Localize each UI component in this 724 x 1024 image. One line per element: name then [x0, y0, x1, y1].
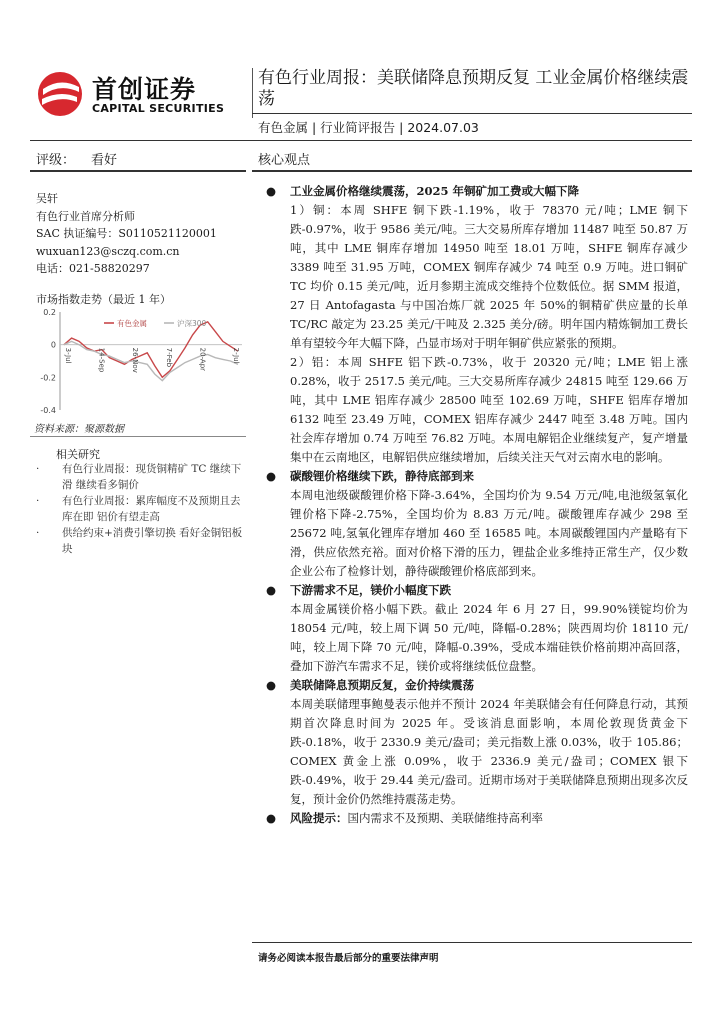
analyst-name: 吴轩	[36, 192, 58, 205]
chart-rule	[30, 436, 246, 437]
risk-warning	[262, 809, 688, 828]
section-heading-lithium: ● 碳酸锂价格继续下跌，静待底部到来	[262, 467, 688, 486]
market-index-chart	[34, 306, 246, 418]
related-research-text: 供给约束+消费引擎切换 看好金铜铝板块	[62, 527, 243, 555]
related-research-item[interactable]	[36, 494, 246, 525]
bullet-disc-icon: ●	[266, 678, 277, 692]
analyst-phone: 电话：021-58820297	[36, 262, 150, 275]
header-rule	[252, 113, 692, 114]
chart-legend-entry	[164, 318, 207, 328]
legal-disclaimer: 请务必阅读本报告最后部分的重要法律声明	[258, 953, 439, 964]
bullet-disc-icon: ●	[266, 583, 277, 597]
brand-name-en: CAPITAL SECURITIES	[92, 102, 225, 115]
right-column-rule	[252, 170, 692, 172]
section-heading-gold: ● 美联储降息预期反复，金价持续震荡	[262, 676, 688, 695]
risk-label: 风险提示：	[290, 811, 348, 825]
analyst-sac: SAC 执证编号：S0110521120001	[36, 227, 217, 240]
chart-source: 资料来源：聚源数据	[34, 424, 124, 435]
chart-x-tick-label: 3-Jul	[64, 347, 72, 364]
chart-x-tick-label: 2-Jul	[232, 347, 240, 364]
report-title: 有色行业周报：美联储降息预期反复 工业金属价格继续震荡	[258, 68, 689, 109]
related-research-text: 有色行业周报：累库幅度不及预期且去库在即 铝价有望走高	[62, 495, 241, 523]
section-heading-magnesium: ● 下游需求不足，镁价小幅度下跌	[262, 581, 688, 600]
section-paragraph-aluminum: 2）铝：本周 SHFE 铝下跌-0.73%，收于 20320 元/吨；LME 铝上涨 0.28%，收于 2517.5 美元/吨。三大交易所库存减少 24815 吨至 129.66 万吨，其中 LME 铝库存减少 28500 吨至 102.69 万吨，SHFE 铝库存增加 6132 吨至 23.49 万吨，COMEX 铝库存减少 2447 吨至 3.48 万吨。国内社会库存增加 0.74 万吨至 76.82 万吨。本周电解铝企业继续复产，复产增量集中在云南地区，电解铝供应继续增加，后续关注天气对云南水电的影响。	[290, 355, 688, 464]
rating-value: 看好	[91, 153, 118, 168]
analyst-info	[36, 190, 217, 278]
chart-legend-entry	[104, 318, 147, 328]
core-views-title: 核心观点	[258, 153, 311, 168]
chart-x-tick-label: 7-Feb	[164, 347, 173, 368]
chart-y-tick-label: -0.2	[40, 373, 56, 383]
bullet-disc-icon: ●	[266, 469, 277, 483]
chart-x-tick-label: 26-Nov	[131, 347, 140, 373]
chart-x-tick-label: 14-Sep	[97, 347, 106, 373]
bullet-disc-icon: ●	[266, 811, 277, 825]
section-paragraph-magnesium: 本周金属镁价格小幅下跌。截止 2024 年 6 月 27 日，99.90%镁锭均价为 18054 元/吨，较上周下调 50 元/吨，降幅-0.28%；陕西周均价 18110 元/吨，较上周下降 70 元/吨，降幅-0.39%，受成本端硅铁价格前期冲高回落，叠加下游汽车需求不足，镁价或将继续低位盘整。	[290, 602, 688, 673]
section-heading-metals: ● 工业金属价格继续震荡，2025 年铜矿加工费或大幅下降	[262, 182, 688, 201]
rating	[36, 149, 117, 168]
chart-y-tick-label: -0.4	[40, 406, 56, 415]
related-research-list	[36, 462, 246, 558]
chart-series-line-csi300	[64, 341, 238, 380]
bullet-dot-icon: ·	[36, 527, 40, 539]
rating-label: 评级：	[36, 153, 76, 168]
chart-y-tick-label: 0.2	[43, 308, 56, 317]
left-column-rule	[30, 170, 246, 172]
footer-rule	[252, 942, 692, 943]
related-research-text: 有色行业周报：现货铜精矿 TC 继续下滑 继续看多铜价	[62, 463, 242, 491]
brand-logo-icon	[34, 68, 86, 120]
section-paragraph-gold: 本周美联储理事鲍曼表示他并不预计 2024 年美联储会有任何降息行动，其预期首次降息时间为 2025 年。受该消息面影响，本周伦敦现货黄金下跌-0.18%，收于 2330.9 美元/盎司；美元指数上涨 0.03%，收于 105.86；COMEX 黄金上涨 0.09%，收于 2336.9 美元/盎司；COMEX 银下跌-0.49%，收于 29.44 美元/盎司。近期市场对于美联储降息预期出现多次反复，预计金价仍然维持震荡走势。	[290, 697, 688, 806]
bullet-dot-icon: ·	[36, 495, 40, 507]
analyst-title: 有色行业首席分析师	[36, 209, 135, 223]
chart-x-tick-label: 20-Apr	[198, 347, 207, 372]
brand-name-cn: 首创证券	[92, 75, 197, 104]
chart-y-tick-label: 0	[50, 340, 56, 350]
section-paragraph-copper: 1）铜：本周 SHFE 铜下跌-1.19%，收于 78370 元/吨；LME 铜下跌-0.97%，收于 9586 美元/吨。三大交易所库存增加 11487 吨至 50.87 万吨，其中 LME 铜库存增加 14950 吨至 18.01 万吨，SHFE 铜库存减少 3389 吨至 31.95 万吨，COMEX 铜库存减少 74 吨至 0.9 万吨。进口铜矿 TC 均价 0.15 美元/吨，近月参期主流成交维持个位数低位。据 SMM 报道，27 日 Antofagasta 与中国冶炼厂就 2025 年 50%的铜精矿供应量的长单 TC/RC 敲定为 23.25 美元/干吨及 2.325 美分/磅。明年国内精炼铜加工费长单有望较今年大幅下降，凸显市场对于明年铜矿供应紧张的预期。	[290, 203, 688, 350]
header-divider	[252, 68, 253, 118]
brand-logo	[34, 66, 244, 115]
bullet-disc-icon: ●	[266, 184, 277, 198]
bullet-dot-icon: ·	[36, 463, 40, 475]
chart-legend-label: 沪深300	[177, 319, 207, 328]
related-research-title: 相关研究	[56, 448, 100, 461]
header-bottom-rule	[30, 140, 692, 141]
related-research-item[interactable]	[36, 462, 246, 493]
core-views-content	[262, 182, 688, 828]
report-meta: 有色金属 | 行业简评报告 | 2024.07.03	[258, 120, 479, 135]
analyst-email[interactable]: wuxuan123@sczq.com.cn	[36, 244, 180, 258]
chart-legend-label: 有色金属	[117, 319, 147, 328]
section-paragraph-lithium: 本周电池级碳酸锂价格下降-3.64%，全国均价为 9.54 万元/吨,电池级氢氧化锂价格下降-2.75%，全国均价为 8.83 万元/吨。碳酸锂库存减少 298 至 25672 吨,氢氧化锂库存增加 460 至 16585 吨。本周碳酸锂国内产量略有下滑，供应依然充裕。面对价格下滑的压力，锂盐企业多维持正常生产，仅少数企业公布了检修计划，静待碳酸锂价格底部到来。	[290, 488, 688, 578]
risk-text: 国内需求不及预期、美联储维持高利率	[347, 811, 543, 825]
chart-title: 市场指数走势（最近 1 年）	[36, 293, 171, 306]
related-research-item[interactable]	[36, 526, 246, 557]
